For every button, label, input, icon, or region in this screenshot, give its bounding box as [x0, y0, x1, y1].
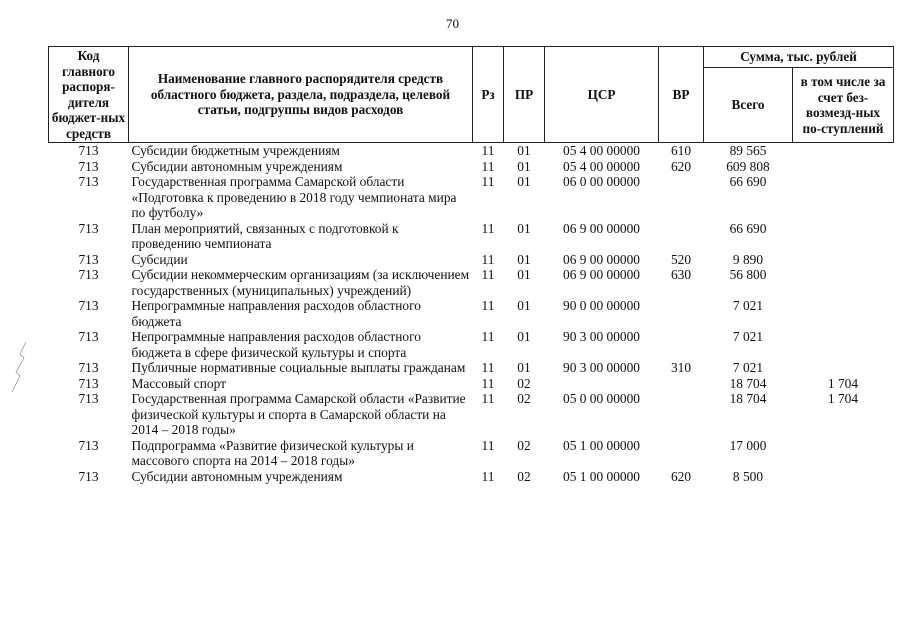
vr-cell [659, 391, 704, 438]
rz-cell: 11 [481, 251, 495, 267]
rz-cell: 11 [481, 220, 495, 236]
incl-cell [793, 267, 894, 298]
pr-cell: 01 [517, 143, 531, 158]
rz-cell: 11 [481, 267, 495, 282]
total-cell: 9 890 [732, 251, 764, 267]
pr-cell: 01 [517, 267, 531, 282]
vr-cell [659, 329, 704, 360]
header-vr: ВР [659, 47, 704, 143]
code-cell: 713 [78, 360, 99, 375]
total-cell: 66 690 [729, 174, 767, 189]
incl-cell: 1 704 [827, 391, 859, 406]
vr-cell: 520 [670, 251, 692, 267]
name-cell: Государственная программа Самарской области «Подготовка к проведению в 2018 году чемпионата мира по футболу» [131, 174, 457, 220]
pr-cell: 01 [517, 158, 531, 174]
rz-cell: 11 [481, 391, 495, 406]
csr-cell [545, 376, 659, 392]
pr-cell: 02 [517, 375, 531, 391]
total-cell: 8 500 [732, 468, 764, 484]
name-cell: Субсидии бюджетным учреждениям [131, 143, 340, 158]
csr-cell: 06 0 00 00000 [563, 174, 640, 189]
total-cell: 66 690 [729, 220, 767, 236]
pr-cell: 01 [517, 298, 531, 313]
name-cell: Подпрограмма «Развитие физической культуры и массового спорта на 2014 – 2018 годы» [131, 437, 414, 468]
incl-cell [793, 174, 894, 221]
incl-cell: 1 704 [827, 375, 859, 391]
csr-cell: 05 4 00 00000 [563, 158, 640, 174]
pr-cell: 01 [517, 220, 531, 236]
vr-cell: 610 [670, 143, 692, 158]
total-cell: 17 000 [729, 437, 767, 453]
rz-cell: 11 [481, 468, 495, 484]
rz-cell: 11 [481, 143, 495, 158]
name-cell: Государственная программа Самарской области «Развитие физической культуры и спорта в Самарской области на 2014 – 2018 годы» [131, 391, 466, 437]
header-name: Наименование главного распорядителя средств областного бюджета, раздела, подраздела, целевой статьи, подгруппы видов расходов [129, 47, 473, 143]
header-sum: Сумма, тыс. рублей [704, 47, 894, 68]
code-cell: 713 [78, 329, 99, 344]
table-row [49, 221, 894, 252]
code-cell: 713 [78, 437, 99, 453]
incl-cell [793, 221, 894, 252]
rz-cell: 11 [481, 158, 495, 174]
name-cell: Субсидии автономным учреждениям [131, 158, 343, 174]
vr-cell: 620 [670, 468, 692, 484]
code-cell: 713 [78, 375, 99, 391]
csr-cell: 05 4 00 00000 [563, 143, 640, 158]
csr-cell: 06 9 00 00000 [563, 220, 640, 236]
rz-cell: 11 [481, 375, 495, 391]
csr-cell: 90 3 00 00000 [563, 329, 640, 344]
code-cell: 713 [78, 143, 99, 158]
csr-cell: 06 9 00 00000 [563, 251, 640, 267]
rz-cell: 11 [481, 174, 495, 189]
vr-cell [659, 376, 704, 392]
total-cell: 7 021 [732, 329, 764, 344]
csr-cell: 05 1 00 00000 [563, 437, 640, 453]
margin-scribble [8, 340, 32, 400]
csr-cell: 90 0 00 00000 [563, 298, 640, 313]
vr-cell [659, 298, 704, 329]
table-row [49, 391, 894, 438]
table-row [49, 143, 894, 159]
incl-cell [793, 298, 894, 329]
total-cell: 18 704 [729, 375, 767, 391]
table-row [49, 360, 894, 376]
vr-cell [659, 221, 704, 252]
name-cell: Субсидии [131, 251, 188, 267]
name-cell: Публичные нормативные социальные выплаты гражданам [131, 360, 466, 375]
code-cell: 713 [78, 267, 99, 282]
incl-cell [793, 438, 894, 469]
table-row [49, 252, 894, 268]
incl-cell [793, 252, 894, 268]
vr-cell: 630 [670, 267, 692, 282]
name-cell: Непрограммные направления расходов областного бюджета в сфере физической культуры и спорта [131, 329, 421, 360]
total-cell: 18 704 [729, 391, 767, 406]
vr-cell: 310 [670, 360, 692, 375]
csr-cell: 05 0 00 00000 [563, 391, 640, 406]
pr-cell: 02 [517, 391, 531, 406]
rz-cell: 11 [481, 360, 495, 375]
rz-cell: 11 [481, 329, 495, 344]
csr-cell: 05 1 00 00000 [563, 468, 640, 484]
header-code: Код главного распоря-дителя бюджет-ных средств [49, 47, 129, 143]
table-row [49, 159, 894, 175]
pr-cell: 01 [517, 251, 531, 267]
table-row [49, 329, 894, 360]
page-number: 70 [446, 16, 459, 31]
header-pr: ПР [504, 47, 545, 143]
vr-cell [659, 438, 704, 469]
name-cell: Субсидии некоммерческим организациям (за исключением государственных (муниципальных) учреждений) [131, 267, 470, 298]
total-cell: 7 021 [732, 298, 764, 313]
pr-cell: 02 [517, 468, 531, 484]
code-cell: 713 [78, 251, 99, 267]
name-cell: Массовый спорт [131, 375, 226, 391]
table-row [49, 267, 894, 298]
name-cell: Непрограммные направления расходов областного бюджета [131, 298, 421, 329]
rz-cell: 11 [481, 437, 495, 453]
pr-cell: 02 [517, 437, 531, 453]
header-csr: ЦСР [545, 47, 659, 143]
incl-cell [793, 159, 894, 175]
table-row [49, 438, 894, 469]
total-cell: 7 021 [732, 360, 764, 375]
incl-cell [793, 360, 894, 376]
rz-cell: 11 [481, 298, 495, 313]
vr-cell: 620 [670, 158, 692, 174]
code-cell: 713 [78, 174, 99, 189]
pr-cell: 01 [517, 329, 531, 344]
code-cell: 713 [78, 220, 99, 236]
incl-cell [793, 143, 894, 159]
name-cell: Субсидии автономным учреждениям [131, 468, 343, 484]
table-row [49, 174, 894, 221]
header-total: Всего [704, 68, 793, 143]
table-body [49, 143, 894, 485]
vr-cell [659, 174, 704, 221]
budget-table [48, 46, 894, 484]
total-cell: 56 800 [729, 267, 767, 282]
code-cell: 713 [78, 158, 99, 174]
table-row [49, 469, 894, 485]
pr-cell: 01 [517, 174, 531, 189]
table-row [49, 376, 894, 392]
header-incl: в том числе за счет без-возмезд-ных по-ступлений [793, 68, 894, 143]
csr-cell: 06 9 00 00000 [563, 267, 640, 282]
code-cell: 713 [78, 298, 99, 313]
incl-cell [793, 329, 894, 360]
incl-cell [793, 469, 894, 485]
total-cell: 609 808 [726, 158, 770, 174]
csr-cell: 90 3 00 00000 [563, 360, 640, 375]
name-cell: План мероприятий, связанных с подготовкой к проведению чемпионата [131, 220, 399, 251]
table-row [49, 298, 894, 329]
pr-cell: 01 [517, 360, 531, 375]
total-cell: 89 565 [729, 143, 767, 158]
header-rz: Рз [473, 47, 504, 143]
code-cell: 713 [78, 468, 99, 484]
code-cell: 713 [78, 391, 99, 406]
